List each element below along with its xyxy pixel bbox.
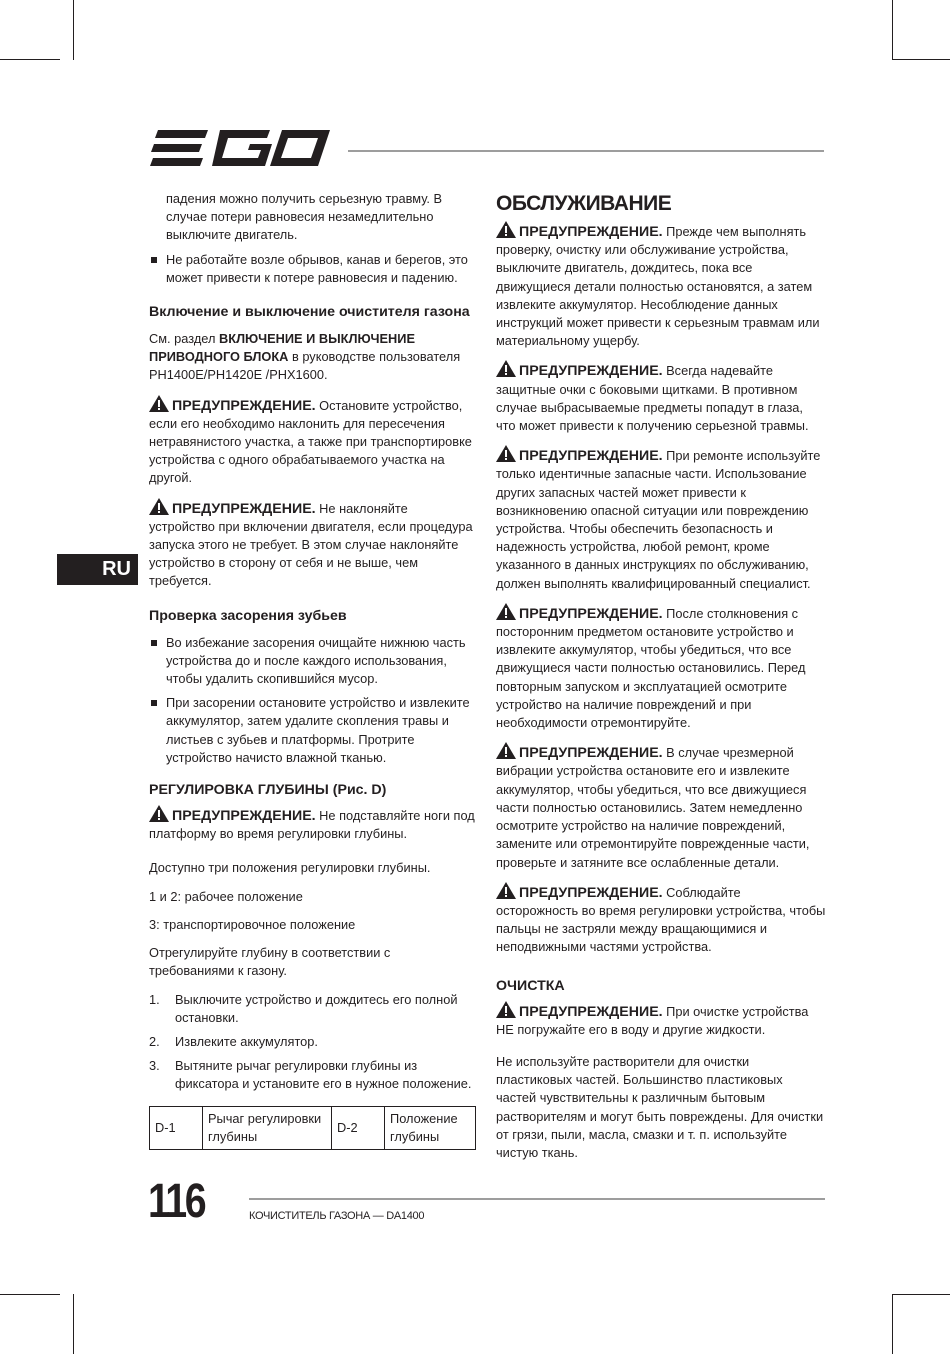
warning-icon [149,498,169,515]
bullet-list [149,251,477,287]
table-cell: D-1 [150,1106,203,1149]
reference-paragraph: См. раздел ВКЛЮЧЕНИЕ И ВЫКЛЮЧЕНИЕ ПРИВОДНОГО БЛОКА в руководстве пользователя PH1400E/PH1420E /PHX1600. [149,331,461,383]
steps-list [149,991,477,1094]
bullet-list [149,634,477,767]
list-item: Не работайте возле обрывов, канав и берегов, это может привести к потере равновесия и падению. [149,251,477,287]
warning-paragraph: ПРЕДУПРЕЖДЕНИЕ. При ремонте используйте только идентичные запасные части. Использование других запасных частей может привести к возникновению опасной ситуации или повреждению устройства. Чтобы обеспечить безопасность и надежность устройства, любой ремонт, кроме указанного в данных инструкциях по обслуживанию, должен выполнять квалифицированный специалист. [496,445,826,593]
warning-icon [496,360,516,377]
warning-icon [149,805,169,822]
list-item: 1. Выключите устройство и дождитесь его полной остановки. [149,991,458,1025]
crop-mark [892,1294,893,1354]
crop-mark [73,1294,74,1354]
warning-icon [149,395,169,412]
section-subheading: Проверка засорения зубьев [149,607,347,624]
section-heading: РЕГУЛИРОВКА ГЛУБИНЫ (Рис. D) [149,782,387,799]
warning-paragraph: ПРЕДУПРЕЖДЕНИЕ. При очистке устройства НЕ погружайте его в воду и другие жидкости. [496,1001,826,1039]
warning-label: ПРЕДУПРЕЖДЕНИЕ. [519,1003,663,1020]
warning-label: ПРЕДУПРЕЖДЕНИЕ. [519,605,663,622]
ego-logo [150,128,332,175]
section-heading: ОЧИСТКА [496,977,565,994]
right-column [496,190,826,1172]
left-column [149,190,477,1150]
warning-icon [496,882,516,899]
crop-mark [0,59,60,60]
warning-paragraph: ПРЕДУПРЕЖДЕНИЕ. Остановите устройство, если его необходимо наклонить для пересечения нетравянистого участка, а также при транспортировке устройства с одного обрабатываемого участка на другой. [149,395,477,488]
warning-label: ПРЕДУПРЕЖДЕНИЕ. [519,448,663,465]
language-tab: RU [57,554,138,585]
warning-label: ПРЕДУПРЕЖДЕНИЕ. [172,500,316,517]
warning-label: ПРЕДУПРЕЖДЕНИЕ. [172,808,316,825]
list-item: 3. Вытяните рычаг регулировки глубины из фиксатора и установите его в нужное положение. [149,1058,472,1092]
table-row [150,1106,476,1149]
warning-paragraph: ПРЕДУПРЕЖДЕНИЕ. Не наклоняйте устройство при включении двигателя, если процедура запуска этого не требует. В этом случае наклоняйте устройство в сторону от себя и не выше, чем требуется. [149,498,477,591]
list-item: Во избежание засорения очищайте нижнюю часть устройства до и после каждого использования, чтобы удалить скопившийся мусор. [149,634,477,689]
table-cell: Положение глубины [385,1106,476,1149]
warning-label: ПРЕДУПРЕЖДЕНИЕ. [519,224,663,240]
warning-icon [496,445,516,462]
parts-table [149,1106,476,1150]
bullet-continuation: падения можно получить серьезную травму. В случае потери равновесия незамедлительно выключите двигатель. [166,191,443,243]
paragraph: Доступно три положения регулировки глубины. [149,860,431,876]
warning-label: ПРЕДУПРЕЖДЕНИЕ. [519,745,663,762]
warning-icon [496,603,516,620]
paragraph: Отрегулируйте глубину в соответствии с требованиями к газону. [149,945,391,979]
warning-label: ПРЕДУПРЕЖДЕНИЕ. [519,363,663,380]
list-item: 2. Извлеките аккумулятор. [149,1033,318,1049]
crop-mark [73,0,74,60]
warning-label: ПРЕДУПРЕЖДЕНИЕ. [172,397,316,414]
paragraph: Не используйте растворители для очистки пластиковых частей. Большинство пластиковых частей чувствительны к различным бытовым растворителям и могут быть повреждены. Для очистки от грязи, пыли, масла, смазки и т. п. используйте чистую ткань. [496,1053,824,1160]
footer-rule [249,1198,825,1200]
list-item: При засорении остановите устройство и извлеките аккумулятор, затем удалите скопления травы и листьев с зубьев и платформы. Протрите устройство начисто влажной тканью. [149,694,477,767]
crop-mark [892,1294,950,1295]
warning-icon [496,742,516,759]
crop-mark [892,0,893,60]
warning-label: ПРЕДУПРЕЖДЕНИЕ. [519,884,663,901]
warning-icon [496,1001,516,1018]
warning-paragraph: ПРЕДУПРЕЖДЕНИЕ. Соблюдайте осторожность во время регулировки устройства, чтобы пальцы не застряли между вращающимися и неподвижными частями устройства. [496,882,826,957]
warning-paragraph: ПРЕДУПРЕЖДЕНИЕ. Всегда надевайте защитные очки с боковыми щитками. В противном случае выбрасываемые предметы попадут в глаза, что может привести к получению серьезной травмы. [496,360,826,435]
crop-mark [892,59,950,60]
section-subheading: Включение и выключение очистителя газона [149,304,470,321]
page-number: 116 [148,1175,205,1228]
warning-paragraph: ПРЕДУПРЕЖДЕНИЕ. После столкновения с посторонним предметом остановите устройство и извлеките аккумулятор, чтобы убедиться, что все движущиеся части полностью остановились. Перед повторным запуском и эксплуатацией осмотрите устройство на наличие повреждений и при необходимости отремонтируйте. [496,603,826,732]
section-title: ОБСЛУЖИВАНИЕ [496,192,672,215]
warning-icon [496,221,516,238]
header-rule [348,150,824,152]
warning-paragraph: ПРЕДУПРЕЖДЕНИЕ. Прежде чем выполнять проверку, очистку или обслуживание устройства, выключите двигатель, дождитесь, пока все движущиеся детали полностью остановятся, а затем извлеките аккумулятор. Несоблюдение данных инструкций может привести к серьезным травмам или материальному ущербу. [496,221,826,350]
warning-paragraph: ПРЕДУПРЕЖДЕНИЕ. Не подставляйте ноги под платформу во время регулировки глубины. [149,805,477,843]
footer-text: КОЧИСТИТЕЛЬ ГАЗОНА — DA1400 [249,1210,425,1222]
warning-paragraph: ПРЕДУПРЕЖДЕНИЕ. В случае чрезмерной вибрации устройства остановите его и извлеките аккумулятор, чтобы убедиться, что все движущиеся части полностью остановились. Затем немедленно осмотрите устройство на наличие повреждений, замените или отремонтируйте поврежденные части, проверьте и затяните все ослабленные детали. [496,742,826,871]
table-cell: D-2 [332,1106,385,1149]
paragraph: 1 и 2: рабочее положение [149,888,303,904]
paragraph: 3: транспортировочное положение [149,916,356,932]
crop-mark [0,1294,60,1295]
table-cell: Рычаг регулировки глубины [203,1106,332,1149]
